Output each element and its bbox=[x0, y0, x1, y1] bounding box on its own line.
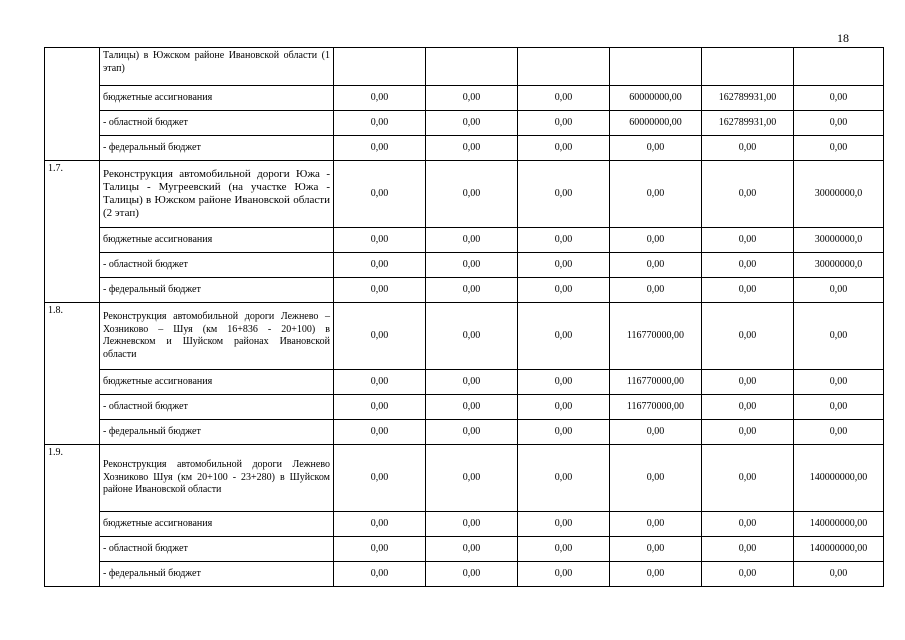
value-cell: 0,00 bbox=[334, 562, 426, 587]
table-row bbox=[45, 161, 884, 228]
value-cell: 0,00 bbox=[426, 278, 518, 303]
value-cell: 0,00 bbox=[702, 303, 794, 370]
value-cell: 0,00 bbox=[426, 370, 518, 395]
value-cell: 0,00 bbox=[702, 161, 794, 228]
value-cell: 0,00 bbox=[518, 228, 610, 253]
value-cell: 0,00 bbox=[702, 278, 794, 303]
value-cell: 0,00 bbox=[426, 537, 518, 562]
value-cell bbox=[702, 48, 794, 86]
value-cell bbox=[334, 48, 426, 86]
value-cell: 0,00 bbox=[794, 562, 884, 587]
value-cell bbox=[610, 48, 702, 86]
funding-label: - областной бюджет bbox=[100, 537, 334, 562]
value-cell: 0,00 bbox=[426, 253, 518, 278]
value-cell: 0,00 bbox=[794, 136, 884, 161]
value-cell: 0,00 bbox=[518, 512, 610, 537]
row-index: 1.9. bbox=[45, 445, 100, 587]
table-row bbox=[45, 111, 884, 136]
value-cell: 0,00 bbox=[610, 537, 702, 562]
value-cell: 0,00 bbox=[334, 445, 426, 512]
value-cell: 140000000,00 bbox=[794, 445, 884, 512]
value-cell: 140000000,00 bbox=[794, 537, 884, 562]
value-cell: 0,00 bbox=[426, 512, 518, 537]
value-cell: 0,00 bbox=[610, 420, 702, 445]
value-cell: 0,00 bbox=[518, 111, 610, 136]
table-row bbox=[45, 303, 884, 370]
value-cell: 0,00 bbox=[334, 111, 426, 136]
funding-label: - федеральный бюджет bbox=[100, 562, 334, 587]
value-cell: 162789931,00 bbox=[702, 86, 794, 111]
funding-label: бюджетные ассигнования bbox=[100, 228, 334, 253]
page-number: 18 bbox=[837, 31, 849, 45]
value-cell: 0,00 bbox=[518, 562, 610, 587]
value-cell: 0,00 bbox=[610, 445, 702, 512]
value-cell: 0,00 bbox=[518, 303, 610, 370]
value-cell: 0,00 bbox=[610, 136, 702, 161]
value-cell: 0,00 bbox=[334, 228, 426, 253]
value-cell: 0,00 bbox=[610, 228, 702, 253]
project-name: Реконструкция автомобильной дороги Южа - Талицы - Мугреевский (на участке Южа - Талицы) в Южском районе Ивановской области (2 этап) bbox=[100, 161, 334, 228]
table-row bbox=[45, 136, 884, 161]
value-cell: 0,00 bbox=[518, 537, 610, 562]
project-name: Реконструкция автомобильной дороги Лежнево Хозниково Шуя (км 20+100 - 23+280) в Шуйском районе Ивановской области bbox=[100, 445, 334, 512]
value-cell: 0,00 bbox=[610, 562, 702, 587]
funding-label: - федеральный бюджет bbox=[100, 136, 334, 161]
funding-label: - областной бюджет bbox=[100, 253, 334, 278]
value-cell: 0,00 bbox=[334, 420, 426, 445]
value-cell: 30000000,0 bbox=[794, 161, 884, 228]
project-name: Реконструкция автомобильной дороги Лежнево – Хозниково – Шуя (км 16+836 - 20+100) в Лежневском и Шуйском районах Ивановской области bbox=[100, 303, 334, 370]
value-cell: 0,00 bbox=[702, 445, 794, 512]
value-cell: 0,00 bbox=[334, 161, 426, 228]
funding-label: бюджетные ассигнования bbox=[100, 512, 334, 537]
value-cell: 0,00 bbox=[794, 86, 884, 111]
value-cell: 0,00 bbox=[518, 445, 610, 512]
value-cell: 0,00 bbox=[518, 161, 610, 228]
funding-label: - областной бюджет bbox=[100, 111, 334, 136]
value-cell: 0,00 bbox=[518, 278, 610, 303]
value-cell: 0,00 bbox=[518, 136, 610, 161]
value-cell: 0,00 bbox=[610, 512, 702, 537]
table-row bbox=[45, 512, 884, 537]
value-cell: 0,00 bbox=[426, 395, 518, 420]
value-cell: 0,00 bbox=[426, 161, 518, 228]
value-cell: 116770000,00 bbox=[610, 370, 702, 395]
budget-table bbox=[44, 47, 884, 587]
value-cell: 0,00 bbox=[426, 445, 518, 512]
value-cell bbox=[426, 48, 518, 86]
value-cell: 0,00 bbox=[702, 562, 794, 587]
value-cell bbox=[794, 48, 884, 86]
table-row bbox=[45, 86, 884, 111]
table-row bbox=[45, 537, 884, 562]
table-row bbox=[45, 228, 884, 253]
value-cell: 0,00 bbox=[610, 161, 702, 228]
value-cell: 0,00 bbox=[426, 136, 518, 161]
table-row bbox=[45, 562, 884, 587]
value-cell: 0,00 bbox=[794, 420, 884, 445]
value-cell: 0,00 bbox=[794, 303, 884, 370]
table-row bbox=[45, 370, 884, 395]
funding-label: - областной бюджет bbox=[100, 395, 334, 420]
value-cell: 0,00 bbox=[426, 86, 518, 111]
value-cell: 162789931,00 bbox=[702, 111, 794, 136]
value-cell: 0,00 bbox=[518, 370, 610, 395]
funding-label: бюджетные ассигнования bbox=[100, 370, 334, 395]
value-cell: 0,00 bbox=[518, 86, 610, 111]
row-index bbox=[45, 48, 100, 161]
value-cell: 0,00 bbox=[334, 512, 426, 537]
value-cell: 0,00 bbox=[426, 111, 518, 136]
value-cell: 0,00 bbox=[334, 370, 426, 395]
value-cell: 0,00 bbox=[334, 253, 426, 278]
row-index: 1.7. bbox=[45, 161, 100, 303]
value-cell: 0,00 bbox=[426, 228, 518, 253]
value-cell: 0,00 bbox=[426, 420, 518, 445]
table-row bbox=[45, 420, 884, 445]
value-cell: 0,00 bbox=[334, 136, 426, 161]
value-cell: 60000000,00 bbox=[610, 111, 702, 136]
value-cell: 116770000,00 bbox=[610, 395, 702, 420]
funding-label: бюджетные ассигнования bbox=[100, 86, 334, 111]
value-cell: 0,00 bbox=[702, 537, 794, 562]
value-cell: 0,00 bbox=[518, 420, 610, 445]
table-row bbox=[45, 253, 884, 278]
value-cell: 30000000,0 bbox=[794, 253, 884, 278]
value-cell: 0,00 bbox=[702, 253, 794, 278]
value-cell: 0,00 bbox=[610, 253, 702, 278]
table-row bbox=[45, 445, 884, 512]
value-cell: 0,00 bbox=[334, 303, 426, 370]
value-cell: 0,00 bbox=[794, 395, 884, 420]
table-row bbox=[45, 48, 884, 86]
funding-label: - федеральный бюджет bbox=[100, 420, 334, 445]
project-name: Талицы) в Южском районе Ивановской области (1 этап) bbox=[100, 48, 334, 86]
value-cell: 0,00 bbox=[702, 395, 794, 420]
value-cell: 0,00 bbox=[426, 303, 518, 370]
value-cell: 0,00 bbox=[518, 253, 610, 278]
value-cell: 0,00 bbox=[794, 278, 884, 303]
value-cell: 0,00 bbox=[702, 136, 794, 161]
value-cell: 0,00 bbox=[702, 512, 794, 537]
value-cell: 0,00 bbox=[794, 111, 884, 136]
value-cell: 0,00 bbox=[334, 537, 426, 562]
row-index: 1.8. bbox=[45, 303, 100, 445]
value-cell: 0,00 bbox=[334, 395, 426, 420]
value-cell: 0,00 bbox=[518, 395, 610, 420]
value-cell: 60000000,00 bbox=[610, 86, 702, 111]
value-cell: 0,00 bbox=[702, 228, 794, 253]
value-cell: 0,00 bbox=[702, 420, 794, 445]
funding-label: - федеральный бюджет bbox=[100, 278, 334, 303]
value-cell: 140000000,00 bbox=[794, 512, 884, 537]
value-cell bbox=[518, 48, 610, 86]
value-cell: 0,00 bbox=[426, 562, 518, 587]
value-cell: 0,00 bbox=[334, 278, 426, 303]
value-cell: 0,00 bbox=[702, 370, 794, 395]
table-row bbox=[45, 278, 884, 303]
value-cell: 116770000,00 bbox=[610, 303, 702, 370]
table-row bbox=[45, 395, 884, 420]
value-cell: 0,00 bbox=[334, 86, 426, 111]
value-cell: 0,00 bbox=[610, 278, 702, 303]
value-cell: 0,00 bbox=[794, 370, 884, 395]
value-cell: 30000000,0 bbox=[794, 228, 884, 253]
